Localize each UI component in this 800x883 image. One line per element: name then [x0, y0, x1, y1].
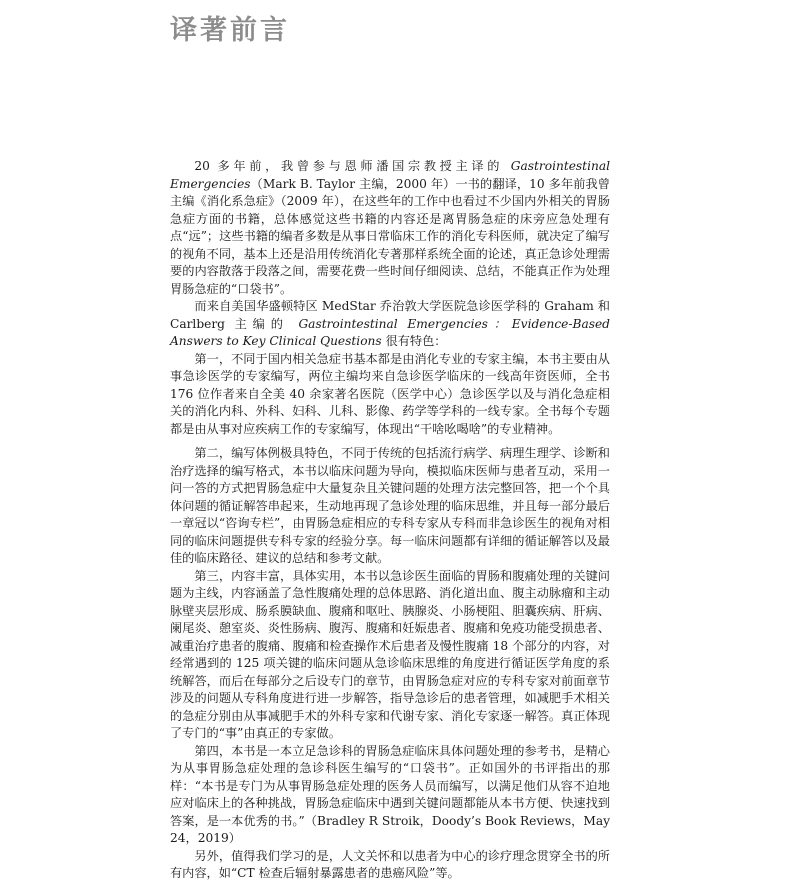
italic-title: Gastrointestinal Emergencies — [170, 159, 610, 191]
text-segment: 很有特色： — [381, 334, 447, 348]
paragraph — [170, 568, 610, 743]
text-segment: 第三，内容丰富，具体实用，本书以急诊医生面临的胃肠和腹痛处理的关键问题为主线，内容涵盖了急性腹痛处理的总体思路、消化道出血、腹主动脉瘤和主动脉壁夹层形成、肠系膜缺血、腹痛和呕吐、胰腺炎、小肠梗阻、胆囊疾病、肝病、阑尾炎、憩室炎、炎性肠病、腹泻、腹痛和妊娠患者、腹痛和免疫功能受损患者、减重治疗患者的腹痛、腹痛和检查操作术后患者及慢性腹痛 18 个部分的内容，对经常遇到的 125 项关键的临床问题从急诊临床思维的角度进行循证医学角度的系统解答，而后在每部分之后设专门的章节，由胃肠急症对应的专科专家对前面章节涉及的问题从专科角度进行进一步解答，指导急诊后的患者管理，如减肥手术相关的急症分别由从事减肥手术的外科专家和代谢专家、消化专家逐一解答。真正体现了专门的“事”由真正的专家做。 — [170, 568, 610, 740]
paragraph — [170, 445, 610, 568]
paragraph — [170, 351, 610, 439]
text-segment: 20 多年前，我曾参与恩师潘国宗教授主译的 — [194, 159, 511, 173]
text-segment: 第四，本书是一本立足急诊科的胃肠急症临床具体问题处理的参考书，是精心为从事胃肠急症处理的急诊科医生编写的“口袋书”。正如国外的书评指出的那样：“本书是专门为从事胃肠急症处理的医务人员而编写，以满足他们从容不迫地应对临床上的各种挑战，胃肠急症临床中遇到关键问题都能从本书方便、快速找到答案，是一本优秀的书。”（Bradley R Stroik，Doody’s Book Reviews，May 24，2019） — [170, 743, 610, 845]
text-segment: 另外，值得我们学习的是，人文关怀和以患者为中心的诊疗理念贯穿全书的所有内容，如“CT 检查后辐射暴露患者的患癌风险”等。 — [170, 848, 610, 880]
preface-body — [170, 158, 610, 883]
text-segment: 第一，不同于国内相关急症书基本都是由消化专业的专家主编，本书主要由从事急诊医学的专家编写，两位主编均来自急诊医学临床的一线高年资医师，全书 176 位作者来自全美 40 余家著名医院（医学中心）急诊医学以及与消化急症相关的消化内科、外科、妇科、儿科、影像、药学等学科的一线专家。全书每个专题都是由从事对应疾病工作的专家编写，体现出“干啥吆喝啥”的专业精神。 — [170, 351, 610, 436]
text-segment: （Mark B. Taylor 主编，2000 年）一书的翻译，10 多年前我曾主编《消化系急症》（2009 年），在这些年的工作中也看过不少国内外相关的胃肠急症方面的书籍，总体感觉这些书籍的内容还是离胃肠急症的床旁应急处理有点“远”；这些书籍的编者多数是从事日常临床工作的消化专科医师，就决定了编写的视角不同，基本上还是沿用传统消化专著那样系统全面的论述，真正急诊处理需要的内容散落于段落之间，需要花费一些时间仔细阅读、总结，不能真正作为处理胃肠急症的“口袋书”。 — [170, 176, 610, 296]
text-segment: 第二，编写体例极具特色，不同于传统的包括流行病学、病理生理学、诊断和治疗选择的编写格式，本书以临床问题为导向，模拟临床医师与患者互动，采用一问一答的方式把胃肠急症中大量复杂且关键问题的处理方法完整回答，把一个个具体问题的循证解答串起来，生动地再现了急诊处理的临床思维，并且每一部分最后一章冠以“咨询专栏”，由胃肠急症相应的专科专家从专科而非急诊医生的视角对相同的临床问题提供专科专家的经验分享。每一临床问题都有详细的循证解答以及最佳的临床路径、建议的总结和参考文献。 — [170, 446, 610, 565]
paragraph — [170, 298, 610, 351]
paragraph — [170, 158, 610, 298]
paragraph — [170, 743, 610, 848]
text-segment: 而来自美国华盛顿特区 MedStar 乔治敦大学医院急诊医学科的 Graham 和 Carlberg 主编的 — [170, 299, 610, 331]
italic-title: Gastrointestinal Emergencies：Evidence-Based Answers to Key Clinical Questions — [170, 316, 610, 348]
page-title: 译著前言 — [170, 15, 290, 46]
paragraph — [170, 848, 610, 883]
